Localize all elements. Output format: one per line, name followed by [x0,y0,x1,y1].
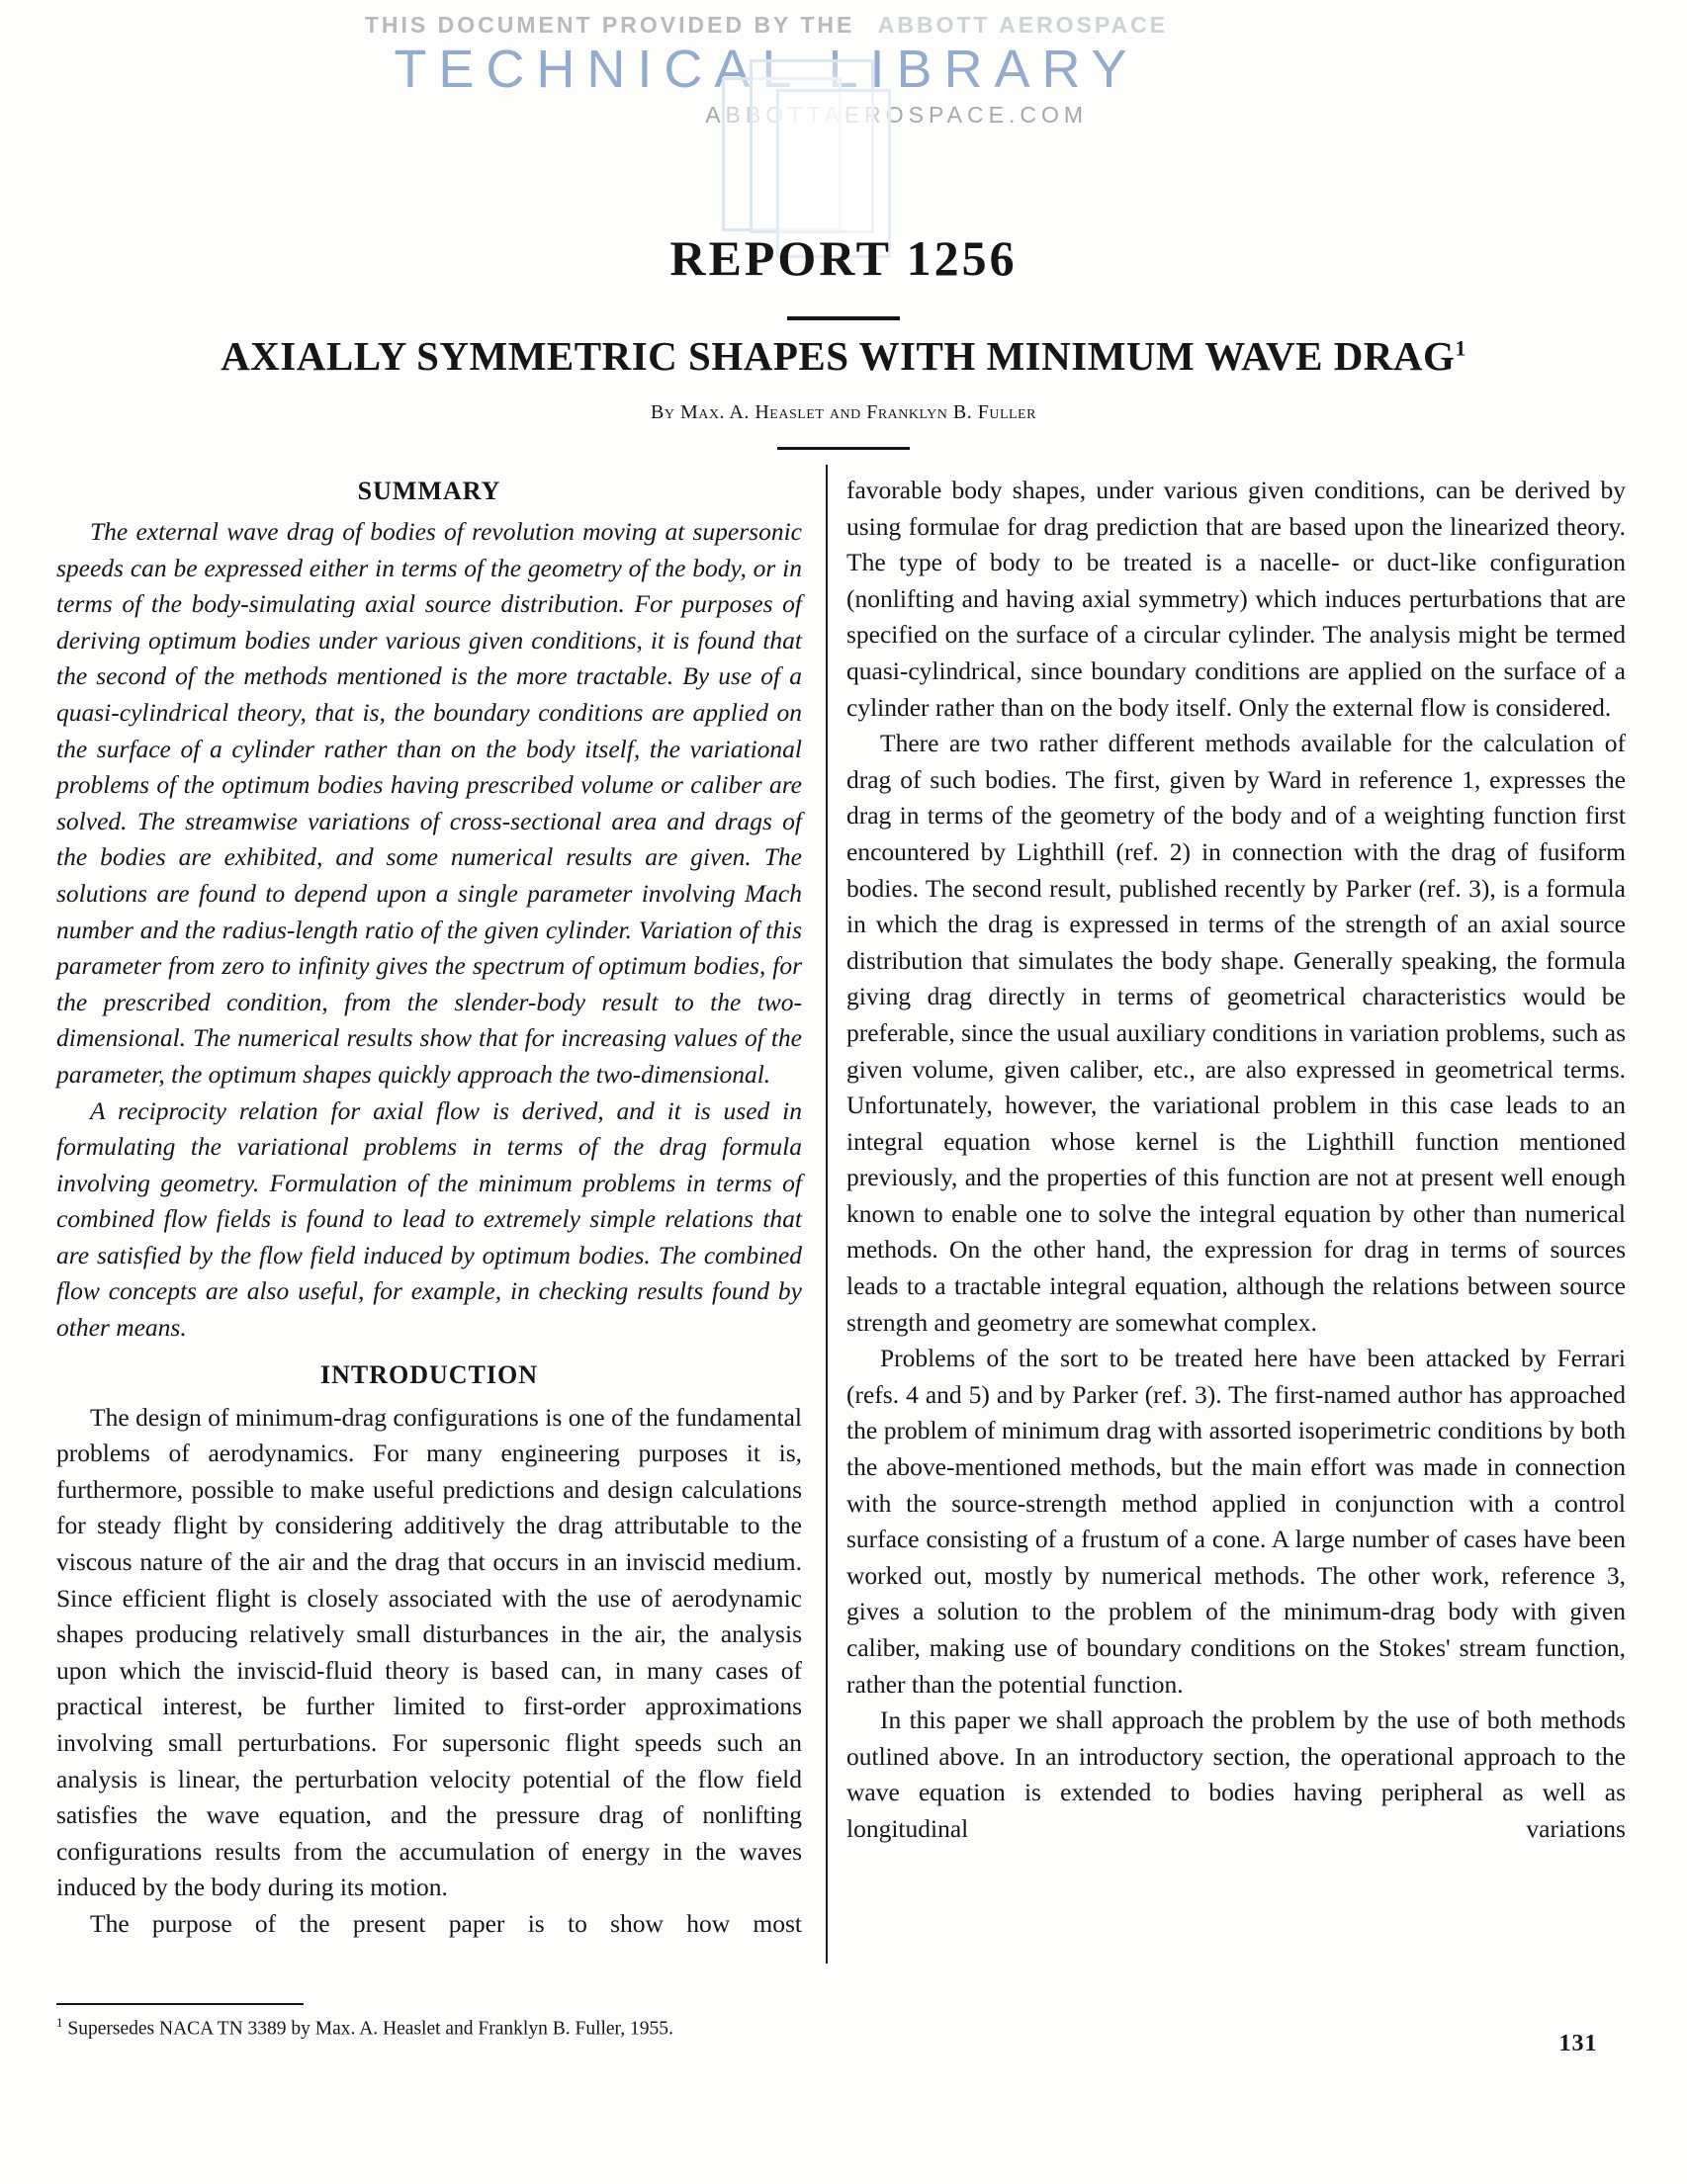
page-title [0,332,1687,380]
body-paragraph: There are two rather different methods available for the calculation of drag of such bodies. The first, given by Ward in reference 1, expresses the drag in terms of the geometry of the body and of a weighting function first encountered by Lighthill (ref. 2) in connection with the drag of fusiform bodies. The second result, published recently by Parker (ref. 3), is a formula in which the drag is expressed in terms of the strength of an axial source distribution that simulates the body shape. Generally speaking, the formula giving drag directly in terms of geometrical characteristics would be preferable, since the usual auxiliary conditions in variation problems, such as given volume, given caliber, etc., are also expressed in geometrical terms. Unfortunately, however, the variational problem in this case leads to an integral equation whose kernel is the Lighthill function mentioned previously, and the properties of this function are not at present well enough known to enable one to solve the integral equation by other than numerical methods. On the other hand, the expression for drag in terms of sources leads to a tractable integral equation, although the relations between source strength and geometry are somewhat complex. [846,729,1626,1337]
title-footnote-marker: 1 [1455,335,1466,361]
footnote [56,2011,808,2042]
body-paragraph: Problems of the sort to be treated here have been attacked by Ferrari (refs. 4 and 5) and by Parker (ref. 3). The first-named author has approached the problem of minimum drag with assorted isoperimetric conditions by both the above-mentioned methods, but the main effort was made in connection with the source-strength method applied in conjunction with a control surface consisting of a frustum of a cone. A large number of cases have been worked out, mostly by numerical methods. The other work, reference 3, gives a solution to the problem of the minimum-drag body with given caliber, making use of boundary conditions on the Stokes' stream function, rather than the potential function. [846,1344,1626,1699]
technical-library-wordmark: TECHNICAL LIBRARY [394,40,1139,99]
summary-paragraph: A reciprocity relation for axial flow is derived, and it is used in formulating the variational problems in terms of the drag formula involving geometry. Formulation of the minimum problems in terms of combined flow fields is found to lead to extremely simple relations that are satisfied by the flow field induced by optimum bodies. The combined flow concepts are also useful, for example, in checking results found by other means. [56,1095,802,1343]
byline-rule [777,447,910,450]
report-number-rule [787,316,900,320]
documents-icon [722,59,890,257]
footnote-marker: 1 [56,2015,63,2030]
intro-paragraph: The design of minimum-drag configurations is one of the fundamental problems of aerodynamics. For many engineering purposes it is, furthermore, possible to make useful predictions and design calculations for steady flight by considering additively the drag attributable to the viscous nature of the air and the drag that occurs in an inviscid medium. Since efficient flight is closely associated with the use of aerodynamic shapes producing relatively small disturbances in the air, the analysis upon which the inviscid-fluid theory is based can, in many cases of practical interest, be further limited to first-order approximations involving small perturbations. For supersonic flight speeds such an analysis is linear, the perturbation velocity potential of the flow field satisfies the wave equation, and the pressure drag of nonlifting configurations results from the accumulation of energy in the waves induced by the body during its motion. [56,1402,802,1902]
abbott-aerospace-brand: ABBOTT AEROSPACE [877,12,1169,38]
report-number: REPORT 1256 [669,230,1018,286]
byline: By Max. A. Heaslet and Franklyn B. Fuller [651,401,1036,423]
watermark-provided-text: THIS DOCUMENT PROVIDED BY THE [364,12,855,38]
introduction-heading: INTRODUCTION [319,1359,539,1389]
summary-heading: SUMMARY [357,477,501,505]
footnote-rule [56,2003,304,2005]
column-divider [826,465,828,1964]
footnote-text: Supersedes NACA TN 3389 by Max. A. Heaslet and Franklyn B. Fuller, 1955. [67,2018,673,2040]
watermark-provided-line [297,12,1236,39]
body-paragraph: In this paper we shall approach the problem by the use of both methods outlined above. In an introductory section, the operational approach to the wave equation is extended to bodies having peripheral as well as longitudinal variations [846,1705,1626,1843]
left-column [56,473,802,1943]
abbottaerospace-domain: ABBOTTAEROSPACE.COM [705,102,1088,128]
page-number: 131 [1558,2031,1598,2056]
page-title-text: AXIALLY SYMMETRIC SHAPES WITH MINIMUM WAVE DRAG [221,333,1456,379]
watermark [297,12,1236,129]
body-paragraph: favorable body shapes, under various given conditions, can be derived by using formulae for drag prediction that are based upon the linearized theory. The type of body to be treated is a nacelle- or duct-like configuration (nonlifting and having axial symmetry) which induces perturbations that are specified on the surface of a circular cylinder. The analysis might be termed quasi-cylindrical, since boundary conditions are applied on the surface of a cylinder rather than on the body itself. Only the external flow is considered. [846,476,1626,722]
summary-paragraph: The external wave drag of bodies of revolution moving at supersonic speeds can be expressed either in terms of the geometry of the body, or in terms of the body-simulating axial source distribution. For purposes of deriving optimum bodies under various given conditions, it is found that the second of the methods mentioned is the more tractable. By use of a quasi-cylindrical theory, that is, the boundary conditions are applied on the surface of a cylinder rather than on the body itself, the variational problems of the optimum bodies having prescribed volume or caliber are solved. The streamwise variations of cross-sectional area and drags of the bodies are exhibited, and some numerical results are given. The solutions are found to depend upon a single parameter involving Mach number and the radius-length ratio of the given cylinder. Variation of this parameter from zero to infinity gives the spectrum of optimum bodies, for the prescribed condition, from the slender-body result to the two-dimensional. The numerical results show that for increasing values of the parameter, the optimum shapes quickly approach the two-dimensional. [56,517,802,1089]
intro-paragraph: The purpose of the present paper is to show how most [90,1908,802,1938]
right-column [846,473,1626,1848]
